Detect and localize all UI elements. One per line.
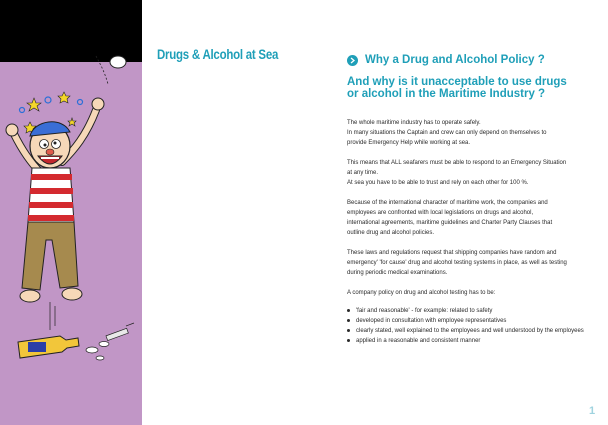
- bottle-icon: [18, 336, 79, 358]
- list-item: applied in a reasonable and consistent manner: [347, 336, 587, 346]
- list-item: developed in consultation with employee representatives: [347, 316, 587, 326]
- policy-bullet-list: [347, 306, 587, 346]
- list-item: 'fair and reasonable' - for example: related to safety: [347, 306, 587, 316]
- heading-row: [347, 54, 545, 66]
- chevron-right-circle-icon: [347, 55, 358, 66]
- cartoon-sailor-illustration: [0, 40, 142, 380]
- paragraph: A company policy on drug and alcohol testing has to be:: [347, 290, 496, 296]
- page-number: 1: [589, 405, 596, 417]
- policy-subheading: And why is it unacceptable to use drugs or alcohol in the Maritime Industry ?: [347, 76, 567, 100]
- section-title: Drugs & Alcohol at Sea: [157, 46, 279, 62]
- body-text: [347, 118, 587, 346]
- paragraph: This means that ALL seafarers must be able to respond to an Emergency Situation at any time. At sea you have to be able to trust and rely on each other for 100 %.: [347, 160, 567, 186]
- policy-heading: Why a Drug and Alcohol Policy ?: [365, 54, 545, 66]
- paragraph: These laws and regulations request that shipping companies have random and emergency' 'for cause' drug and alcohol testing systems in place, as well as testing during periodic medical examinations.: [347, 250, 567, 276]
- list-item: clearly stated, well explained to the employees and well understood by the employees: [347, 326, 587, 336]
- paragraph: Because of the international character of maritime work, the companies and employees are confronted with local legislations on drugs and alcohol, international agreements, maritime guidelines and Charter Party Clauses that outline drug and alcohol policies.: [347, 200, 553, 236]
- syringe-icon: [106, 323, 134, 341]
- pills-icon: [86, 342, 109, 361]
- paragraph: The whole maritime industry has to operate safely. In many situations the Captain and crew can only depend on themselves to provide Emergency Help while working at sea.: [347, 120, 547, 146]
- cork-puff: [96, 56, 126, 84]
